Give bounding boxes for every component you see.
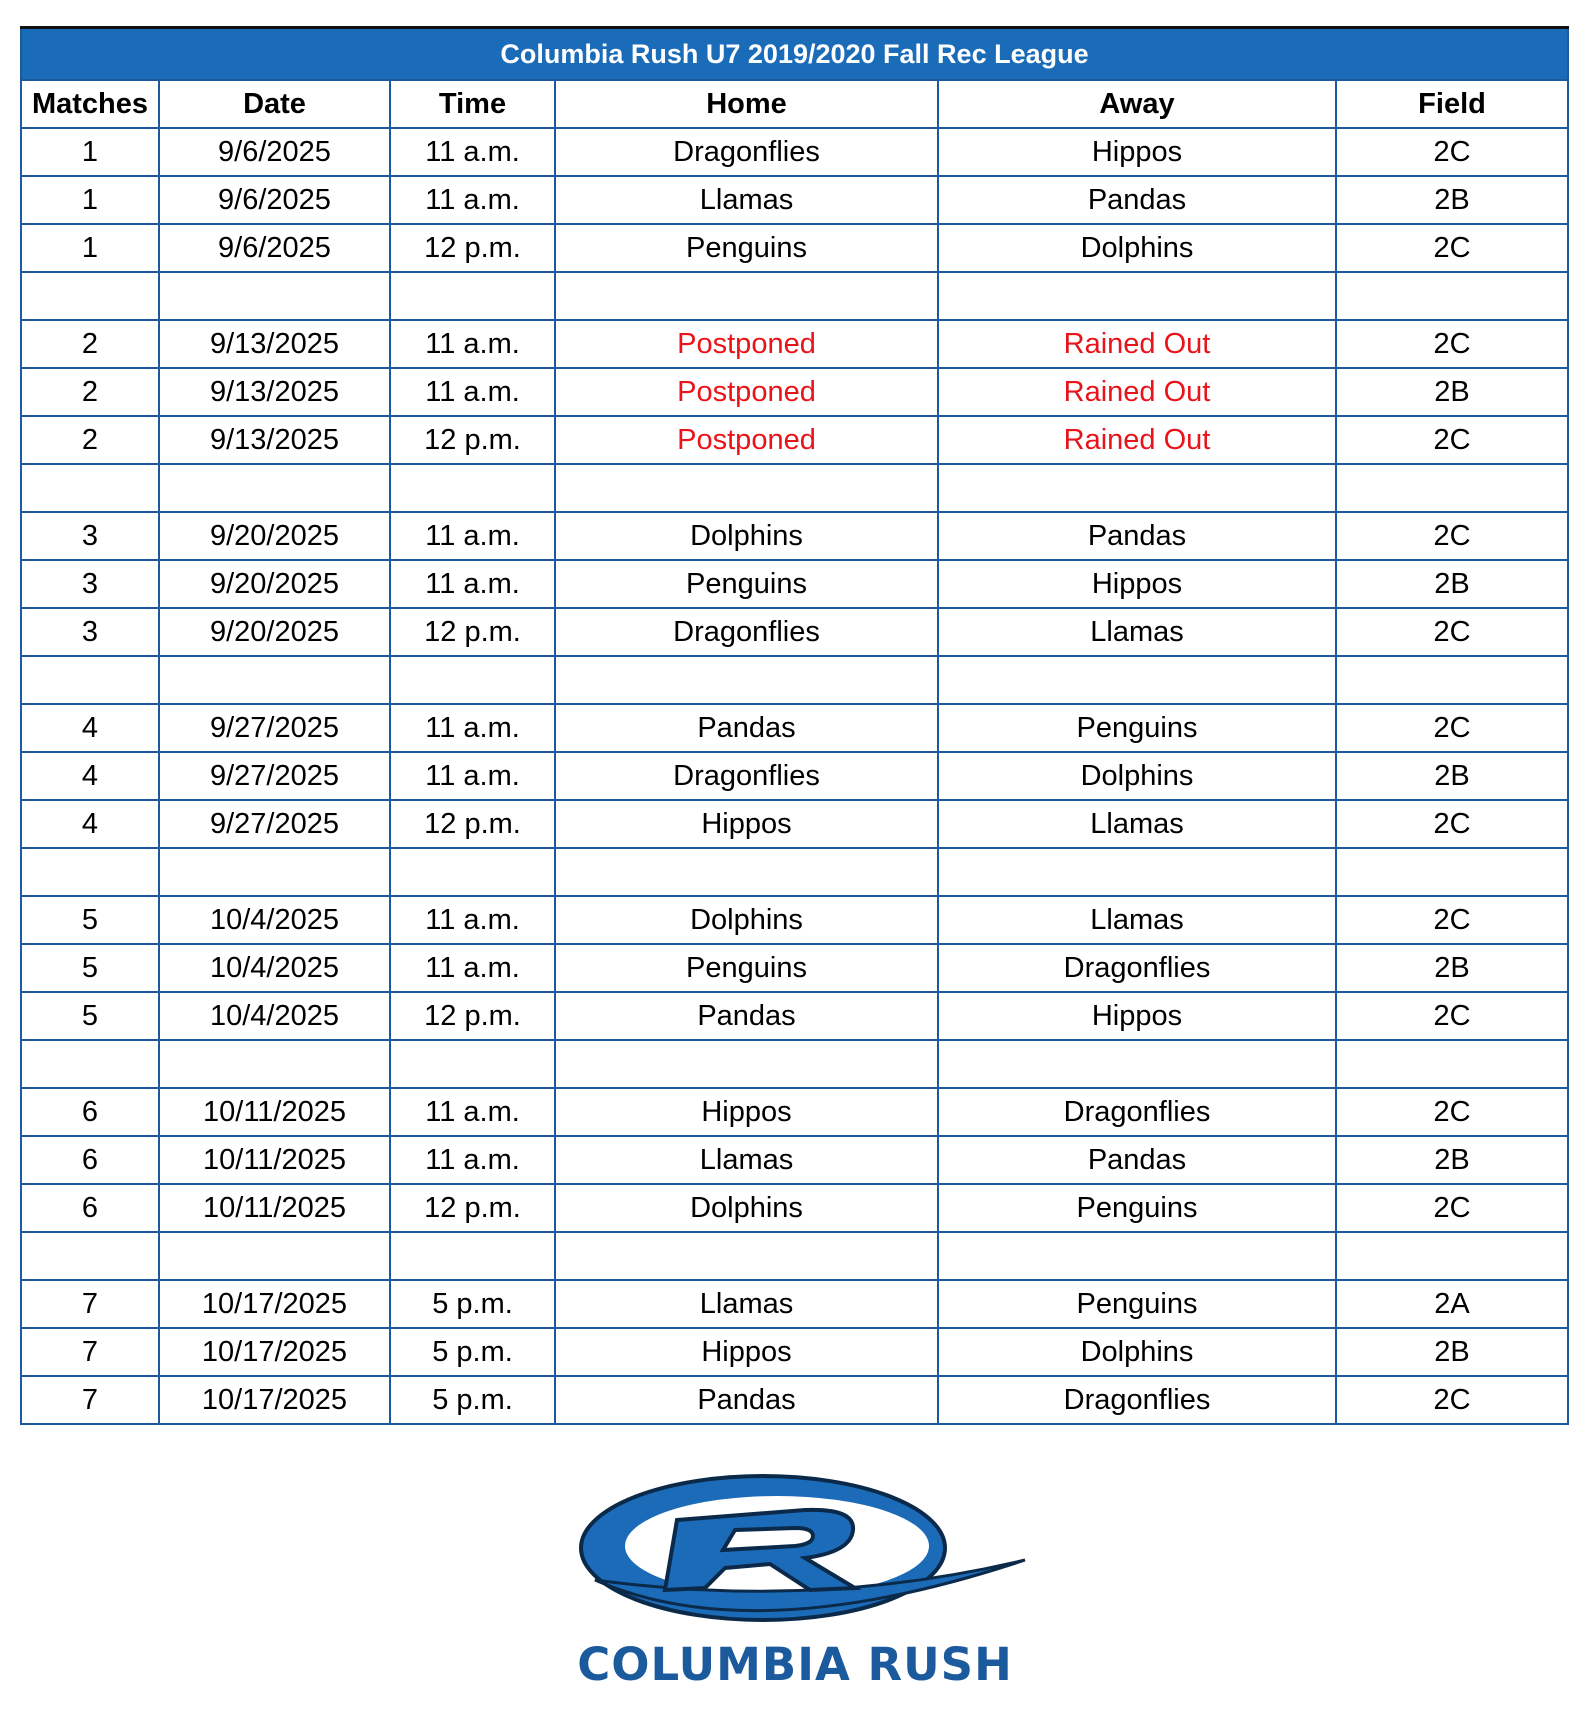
cell-date: 9/20/2025 bbox=[159, 560, 390, 608]
cell-field bbox=[1336, 272, 1568, 320]
cell-field: 2C bbox=[1336, 800, 1568, 848]
table-row bbox=[21, 416, 1568, 464]
cell-field: 2C bbox=[1336, 320, 1568, 368]
cell-matches: 6 bbox=[21, 1088, 159, 1136]
table-row bbox=[21, 608, 1568, 656]
cell-matches: 2 bbox=[21, 368, 159, 416]
cell-away bbox=[938, 1232, 1336, 1280]
cell-time: 11 a.m. bbox=[390, 128, 555, 176]
cell-field: 2C bbox=[1336, 512, 1568, 560]
cell-away: Dragonflies bbox=[938, 1088, 1336, 1136]
cell-away: Dolphins bbox=[938, 752, 1336, 800]
cell-matches: 1 bbox=[21, 176, 159, 224]
cell-field bbox=[1336, 464, 1568, 512]
cell-matches: 2 bbox=[21, 320, 159, 368]
cell-away: Dolphins bbox=[938, 224, 1336, 272]
col-header-date: Date bbox=[159, 80, 390, 128]
cell-time bbox=[390, 656, 555, 704]
cell-matches: 3 bbox=[21, 608, 159, 656]
cell-away: Dolphins bbox=[938, 1328, 1336, 1376]
cell-time: 11 a.m. bbox=[390, 1088, 555, 1136]
table-row bbox=[21, 1184, 1568, 1232]
columbia-rush-logo bbox=[555, 1460, 1035, 1700]
cell-field: 2C bbox=[1336, 704, 1568, 752]
cell-time bbox=[390, 848, 555, 896]
cell-matches: 4 bbox=[21, 752, 159, 800]
cell-home bbox=[555, 656, 938, 704]
cell-field bbox=[1336, 1232, 1568, 1280]
cell-date bbox=[159, 464, 390, 512]
cell-field: 2B bbox=[1336, 944, 1568, 992]
cell-date: 10/17/2025 bbox=[159, 1376, 390, 1424]
cell-away: Penguins bbox=[938, 704, 1336, 752]
cell-away bbox=[938, 464, 1336, 512]
cell-field bbox=[1336, 656, 1568, 704]
table-row bbox=[21, 320, 1568, 368]
cell-matches: 5 bbox=[21, 944, 159, 992]
cell-home: Dragonflies bbox=[555, 128, 938, 176]
col-header-field: Field bbox=[1336, 80, 1568, 128]
cell-away: Llamas bbox=[938, 896, 1336, 944]
cell-matches: 4 bbox=[21, 800, 159, 848]
cell-matches bbox=[21, 464, 159, 512]
cell-home: Pandas bbox=[555, 1376, 938, 1424]
cell-time: 11 a.m. bbox=[390, 1136, 555, 1184]
cell-date bbox=[159, 848, 390, 896]
cell-away: Llamas bbox=[938, 800, 1336, 848]
cell-home: Postponed bbox=[555, 368, 938, 416]
table-row bbox=[21, 800, 1568, 848]
cell-home: Dolphins bbox=[555, 896, 938, 944]
cell-home: Penguins bbox=[555, 224, 938, 272]
cell-time: 12 p.m. bbox=[390, 1184, 555, 1232]
cell-home: Postponed bbox=[555, 416, 938, 464]
table-row bbox=[21, 1136, 1568, 1184]
cell-field: 2A bbox=[1336, 1280, 1568, 1328]
schedule-sheet bbox=[20, 26, 1567, 1425]
table-title: Columbia Rush U7 2019/2020 Fall Rec League bbox=[21, 28, 1568, 81]
cell-away: Rained Out bbox=[938, 368, 1336, 416]
cell-away: Pandas bbox=[938, 1136, 1336, 1184]
col-header-time: Time bbox=[390, 80, 555, 128]
cell-away: Hippos bbox=[938, 128, 1336, 176]
cell-matches bbox=[21, 272, 159, 320]
cell-date bbox=[159, 656, 390, 704]
cell-home: Hippos bbox=[555, 1328, 938, 1376]
cell-time: 12 p.m. bbox=[390, 416, 555, 464]
cell-away bbox=[938, 848, 1336, 896]
cell-date bbox=[159, 1232, 390, 1280]
cell-matches: 1 bbox=[21, 224, 159, 272]
cell-home bbox=[555, 1040, 938, 1088]
cell-matches: 3 bbox=[21, 512, 159, 560]
cell-away: Pandas bbox=[938, 512, 1336, 560]
table-row bbox=[21, 464, 1568, 512]
cell-time: 5 p.m. bbox=[390, 1280, 555, 1328]
cell-time: 11 a.m. bbox=[390, 752, 555, 800]
cell-field: 2C bbox=[1336, 896, 1568, 944]
cell-date: 9/13/2025 bbox=[159, 368, 390, 416]
cell-home: Llamas bbox=[555, 1280, 938, 1328]
cell-field: 2B bbox=[1336, 1136, 1568, 1184]
table-row bbox=[21, 272, 1568, 320]
cell-time bbox=[390, 1040, 555, 1088]
cell-away bbox=[938, 272, 1336, 320]
cell-field: 2B bbox=[1336, 176, 1568, 224]
cell-matches: 5 bbox=[21, 896, 159, 944]
cell-matches: 6 bbox=[21, 1136, 159, 1184]
cell-home: Pandas bbox=[555, 992, 938, 1040]
cell-time bbox=[390, 272, 555, 320]
cell-time: 12 p.m. bbox=[390, 992, 555, 1040]
cell-date: 9/27/2025 bbox=[159, 800, 390, 848]
table-row bbox=[21, 512, 1568, 560]
cell-field: 2C bbox=[1336, 1088, 1568, 1136]
cell-home: Penguins bbox=[555, 944, 938, 992]
cell-home bbox=[555, 848, 938, 896]
cell-away: Penguins bbox=[938, 1280, 1336, 1328]
cell-time: 12 p.m. bbox=[390, 800, 555, 848]
cell-time: 12 p.m. bbox=[390, 224, 555, 272]
cell-away: Dragonflies bbox=[938, 944, 1336, 992]
cell-home: Dragonflies bbox=[555, 752, 938, 800]
cell-field bbox=[1336, 1040, 1568, 1088]
cell-time: 11 a.m. bbox=[390, 320, 555, 368]
cell-field: 2C bbox=[1336, 992, 1568, 1040]
col-header-away: Away bbox=[938, 80, 1336, 128]
cell-field: 2C bbox=[1336, 416, 1568, 464]
cell-away: Penguins bbox=[938, 1184, 1336, 1232]
cell-away: Pandas bbox=[938, 176, 1336, 224]
cell-field: 2B bbox=[1336, 752, 1568, 800]
cell-date: 10/4/2025 bbox=[159, 896, 390, 944]
cell-home: Llamas bbox=[555, 1136, 938, 1184]
cell-field: 2B bbox=[1336, 1328, 1568, 1376]
cell-field: 2C bbox=[1336, 1376, 1568, 1424]
cell-field bbox=[1336, 848, 1568, 896]
cell-matches: 4 bbox=[21, 704, 159, 752]
table-row bbox=[21, 176, 1568, 224]
table-row bbox=[21, 656, 1568, 704]
cell-field: 2C bbox=[1336, 608, 1568, 656]
table-row bbox=[21, 992, 1568, 1040]
cell-away bbox=[938, 1040, 1336, 1088]
cell-date: 9/13/2025 bbox=[159, 320, 390, 368]
cell-matches: 2 bbox=[21, 416, 159, 464]
cell-date: 9/6/2025 bbox=[159, 128, 390, 176]
cell-date: 10/4/2025 bbox=[159, 992, 390, 1040]
cell-away bbox=[938, 656, 1336, 704]
cell-date: 10/17/2025 bbox=[159, 1280, 390, 1328]
cell-date bbox=[159, 1040, 390, 1088]
cell-time: 12 p.m. bbox=[390, 608, 555, 656]
cell-time: 5 p.m. bbox=[390, 1376, 555, 1424]
header-row bbox=[21, 80, 1568, 128]
cell-matches: 6 bbox=[21, 1184, 159, 1232]
cell-date: 9/20/2025 bbox=[159, 608, 390, 656]
cell-matches bbox=[21, 656, 159, 704]
cell-home bbox=[555, 1232, 938, 1280]
cell-field: 2C bbox=[1336, 128, 1568, 176]
cell-matches: 3 bbox=[21, 560, 159, 608]
table-row bbox=[21, 1328, 1568, 1376]
title-row bbox=[21, 28, 1568, 81]
cell-date: 10/11/2025 bbox=[159, 1136, 390, 1184]
cell-time: 11 a.m. bbox=[390, 368, 555, 416]
cell-matches: 7 bbox=[21, 1328, 159, 1376]
cell-home: Pandas bbox=[555, 704, 938, 752]
cell-time: 11 a.m. bbox=[390, 896, 555, 944]
cell-home bbox=[555, 464, 938, 512]
cell-home: Dragonflies bbox=[555, 608, 938, 656]
cell-time: 11 a.m. bbox=[390, 704, 555, 752]
table-row bbox=[21, 1040, 1568, 1088]
cell-home bbox=[555, 272, 938, 320]
cell-home: Hippos bbox=[555, 1088, 938, 1136]
cell-field: 2B bbox=[1336, 560, 1568, 608]
cell-time bbox=[390, 464, 555, 512]
cell-date: 9/20/2025 bbox=[159, 512, 390, 560]
cell-time: 11 a.m. bbox=[390, 944, 555, 992]
table-row bbox=[21, 224, 1568, 272]
cell-time: 5 p.m. bbox=[390, 1328, 555, 1376]
cell-matches bbox=[21, 848, 159, 896]
cell-away: Dragonflies bbox=[938, 1376, 1336, 1424]
table-row bbox=[21, 1232, 1568, 1280]
cell-date: 10/11/2025 bbox=[159, 1184, 390, 1232]
col-header-home: Home bbox=[555, 80, 938, 128]
cell-date: 9/6/2025 bbox=[159, 176, 390, 224]
table-row bbox=[21, 1376, 1568, 1424]
cell-date: 9/6/2025 bbox=[159, 224, 390, 272]
cell-away: Hippos bbox=[938, 992, 1336, 1040]
table-row bbox=[21, 896, 1568, 944]
cell-away: Rained Out bbox=[938, 416, 1336, 464]
cell-time: 11 a.m. bbox=[390, 512, 555, 560]
cell-date bbox=[159, 272, 390, 320]
cell-field: 2C bbox=[1336, 1184, 1568, 1232]
cell-home: Hippos bbox=[555, 800, 938, 848]
table-row bbox=[21, 1088, 1568, 1136]
table-row bbox=[21, 368, 1568, 416]
table-row bbox=[21, 704, 1568, 752]
cell-date: 9/13/2025 bbox=[159, 416, 390, 464]
cell-matches: 7 bbox=[21, 1280, 159, 1328]
cell-date: 9/27/2025 bbox=[159, 752, 390, 800]
table-row bbox=[21, 752, 1568, 800]
cell-home: Dolphins bbox=[555, 512, 938, 560]
cell-away: Rained Out bbox=[938, 320, 1336, 368]
table-row bbox=[21, 128, 1568, 176]
cell-matches: 7 bbox=[21, 1376, 159, 1424]
cell-matches bbox=[21, 1040, 159, 1088]
table-row bbox=[21, 560, 1568, 608]
cell-date: 10/11/2025 bbox=[159, 1088, 390, 1136]
cell-field: 2C bbox=[1336, 224, 1568, 272]
table-row bbox=[21, 1280, 1568, 1328]
cell-matches bbox=[21, 1232, 159, 1280]
cell-matches: 5 bbox=[21, 992, 159, 1040]
cell-field: 2B bbox=[1336, 368, 1568, 416]
cell-home: Postponed bbox=[555, 320, 938, 368]
cell-home: Dolphins bbox=[555, 1184, 938, 1232]
cell-time: 11 a.m. bbox=[390, 560, 555, 608]
table-row bbox=[21, 848, 1568, 896]
cell-date: 9/27/2025 bbox=[159, 704, 390, 752]
table-row bbox=[21, 944, 1568, 992]
logo-wordmark: COLUMBIA RUSH bbox=[577, 1638, 1013, 1691]
cell-home: Penguins bbox=[555, 560, 938, 608]
col-header-matches: Matches bbox=[21, 80, 159, 128]
schedule-table bbox=[20, 26, 1569, 1425]
cell-home: Llamas bbox=[555, 176, 938, 224]
cell-time: 11 a.m. bbox=[390, 176, 555, 224]
cell-matches: 1 bbox=[21, 128, 159, 176]
schedule-body bbox=[21, 128, 1568, 1424]
cell-date: 10/4/2025 bbox=[159, 944, 390, 992]
cell-date: 10/17/2025 bbox=[159, 1328, 390, 1376]
cell-away: Hippos bbox=[938, 560, 1336, 608]
cell-time bbox=[390, 1232, 555, 1280]
cell-away: Llamas bbox=[938, 608, 1336, 656]
rush-r-swoosh-icon bbox=[555, 1460, 1035, 1640]
